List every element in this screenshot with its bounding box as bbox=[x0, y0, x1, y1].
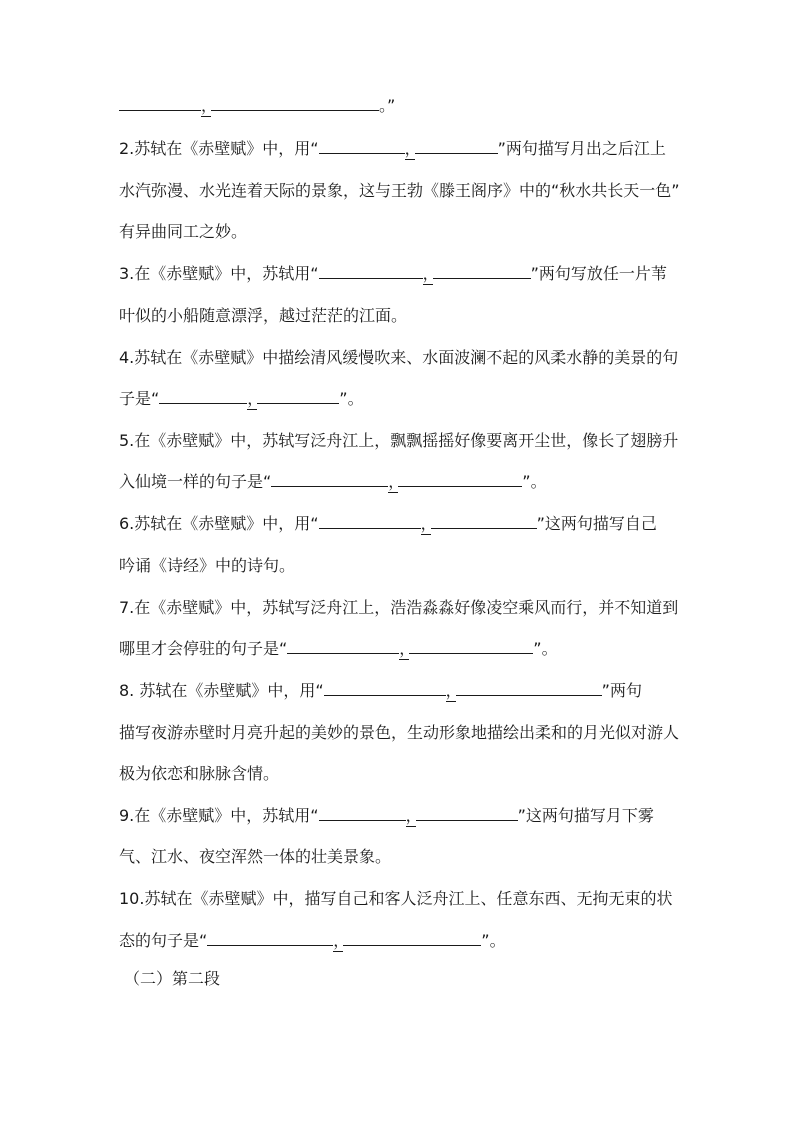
question-text: ”两句 bbox=[601, 681, 642, 700]
question-text: ”。 bbox=[481, 931, 506, 950]
answer-blank[interactable] bbox=[415, 139, 498, 154]
question-text: ”两句描写月出之后江上 bbox=[497, 139, 666, 158]
question-9-line-2: 气、江水、夜空浑然一体的壮美景象。 bbox=[119, 847, 392, 866]
question-7-line-2 bbox=[119, 639, 558, 660]
answer-blank[interactable] bbox=[319, 806, 406, 821]
answer-blank[interactable] bbox=[319, 139, 405, 154]
blank-separator: ， bbox=[388, 472, 405, 491]
question-text: ”。 bbox=[339, 389, 364, 408]
question-5-line-2 bbox=[119, 472, 547, 493]
question-10-line-1: 10.苏轼在《赤壁赋》中，描写自己和客人泛舟江上、任意东西、无拘无束的状 bbox=[119, 889, 673, 908]
question-2-line-1 bbox=[119, 139, 666, 160]
question-text: ”。 bbox=[522, 472, 547, 491]
question-7-line-1: 7.在《赤壁赋》中，苏轼写泛舟江上，浩浩淼淼好像凌空乘风而行，并不知道到 bbox=[119, 598, 679, 617]
answer-blank[interactable] bbox=[257, 389, 339, 404]
question-text: 8. 苏轼在《赤壁赋》中，用“ bbox=[119, 681, 324, 700]
question-8-line-2: 描写夜游赤壁时月亮升起的美妙的景色，生动形象地描绘出柔和的月光似对游人 bbox=[119, 723, 680, 742]
question-10-line-2 bbox=[119, 931, 506, 952]
question-2-line-3: 有异曲同工之妙。 bbox=[119, 222, 248, 241]
answer-blank[interactable] bbox=[287, 639, 399, 654]
question-text: 态的句子是“ bbox=[119, 931, 208, 950]
answer-blank[interactable] bbox=[119, 96, 201, 111]
question-8-line-1 bbox=[119, 681, 642, 702]
question-text: 子是“ bbox=[119, 389, 160, 408]
answer-blank[interactable] bbox=[211, 96, 379, 111]
question-4-line-2 bbox=[119, 389, 364, 410]
question-text: 哪里才会停驻的句子是“ bbox=[119, 639, 288, 658]
question-text: ”。 bbox=[533, 639, 558, 658]
blank-separator: ， bbox=[399, 639, 416, 658]
blank-separator: ， bbox=[201, 96, 218, 115]
question-text: 6.苏轼在《赤壁赋》中，用“ bbox=[119, 514, 319, 533]
question-text: 入仙境一样的句子是“ bbox=[119, 472, 272, 491]
question-text: ”两句写放任一片苇 bbox=[530, 264, 667, 283]
question-2-line-2: 水汽弥漫、水光连着天际的景象，这与王勃《滕王阁序》中的“秋水共长天一色” bbox=[119, 181, 680, 200]
question-8-line-3: 极为依恋和脉脉含情。 bbox=[119, 764, 280, 783]
blank-separator: ， bbox=[405, 806, 422, 825]
question-text: ”这两句描写月下雾 bbox=[517, 806, 654, 825]
question-text: 。” bbox=[379, 96, 396, 115]
answer-blank[interactable] bbox=[398, 472, 522, 487]
question-3-line-1 bbox=[119, 264, 667, 285]
blank-separator: ， bbox=[404, 139, 421, 158]
answer-blank[interactable] bbox=[433, 264, 531, 279]
question-text: 2.苏轼在《赤壁赋》中，用“ bbox=[119, 139, 319, 158]
question-text: 3.在《赤壁赋》中，苏轼用“ bbox=[119, 264, 319, 283]
question-text: ”这两句描写自己 bbox=[536, 514, 657, 533]
answer-blank[interactable] bbox=[456, 681, 602, 696]
answer-blank[interactable] bbox=[409, 639, 533, 654]
blank-separator: ， bbox=[333, 931, 350, 950]
question-4-line-1: 4.苏轼在《赤壁赋》中描绘清风缓慢吹来、水面波澜不起的风柔水静的美景的句 bbox=[119, 348, 679, 367]
blank-separator: ， bbox=[420, 514, 437, 533]
question-3-line-2: 叶似的小船随意漂浮，越过茫茫的江面。 bbox=[119, 306, 408, 325]
question-6-line-2: 吟诵《诗经》中的诗句。 bbox=[119, 556, 296, 575]
blank-separator: ， bbox=[247, 389, 264, 408]
question-9-line-1 bbox=[119, 806, 654, 827]
question-text: 9.在《赤壁赋》中，苏轼用“ bbox=[119, 806, 319, 825]
answer-blank[interactable] bbox=[319, 514, 421, 529]
blank-separator: ， bbox=[445, 681, 462, 700]
answer-blank[interactable] bbox=[431, 514, 537, 529]
question-5-line-1: 5.在《赤壁赋》中，苏轼写泛舟江上，飘飘摇摇好像要离开尘世，像长了翅膀升 bbox=[119, 431, 679, 450]
answer-blank[interactable] bbox=[416, 806, 518, 821]
question-6-line-1 bbox=[119, 514, 657, 535]
blank-separator: ， bbox=[422, 264, 439, 283]
answer-blank[interactable] bbox=[319, 264, 423, 279]
answer-blank[interactable] bbox=[271, 472, 388, 487]
answer-blank[interactable] bbox=[324, 681, 446, 696]
answer-blank[interactable] bbox=[207, 931, 333, 946]
question-1-tail bbox=[119, 96, 395, 117]
answer-blank[interactable] bbox=[159, 389, 247, 404]
answer-blank[interactable] bbox=[343, 931, 481, 946]
section-heading: （二）第二段 bbox=[124, 969, 221, 988]
